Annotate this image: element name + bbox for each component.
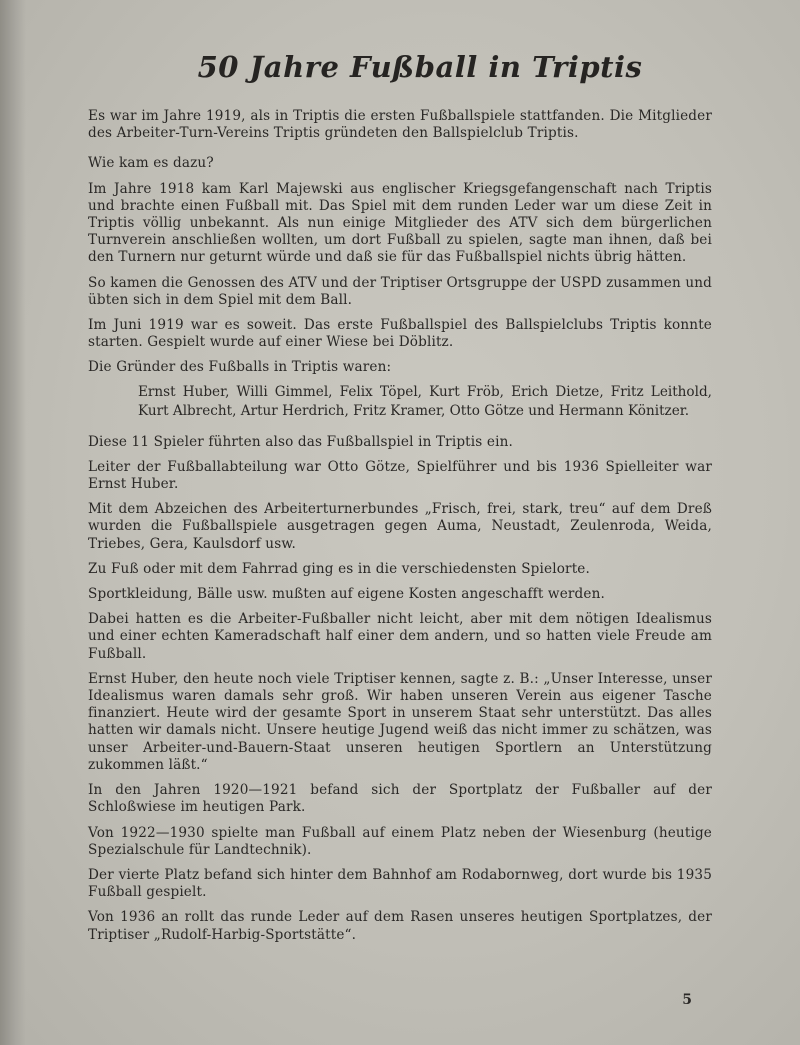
paragraph-question: Wie kam es dazu? xyxy=(88,155,214,172)
paragraph-idealism: Dabei hatten es die Arbeiter-Fußballer nicht leicht, aber mit dem nötigen Idealismus und einer echten Kameradschaft half einer dem andern, und so hatten viele Freude am Fußball. xyxy=(88,611,712,662)
paragraph-first-match: Im Juni 1919 war es soweit. Das erste Fußballspiel des Ballspielclubs Triptis konnte starten. Gespielt wurde auf einer Wiese bei Döblitz. xyxy=(88,317,712,351)
paragraph-field-fourth: Der vierte Platz befand sich hinter dem Bahnhof am Rodabornweg, dort wurde bis 1935 Fußball gespielt. xyxy=(88,866,712,901)
paragraph-origin: Im Jahre 1918 kam Karl Majewski aus englischer Kriegsgefangenschaft nach Triptis und brachte einen Fußball mit. Das Spiel mit dem runden Leder war um diese Zeit in Triptis völlig unbekannt. Als nun einige Mitglieder des ATV sich dem bürgerlichen Turnverein anschließen wollten, um dort Fußball zu spielen, sagte man ihnen, daß bei den Turnern nur geturnt würde und daß sie für das Fußballspiel nichts übrig hätten. xyxy=(88,180,712,266)
paragraph-eleven-players: Diese 11 Spieler führten also das Fußballspiel in Triptis ein. xyxy=(88,433,513,450)
paragraph-field-1920: In den Jahren 1920—1921 befand sich der Sportplatz der Fußballer auf der Schloßwiese im heutigen Park. xyxy=(88,782,712,816)
paragraph-intro: Es war im Jahre 1919, als in Triptis die ersten Fußballspiele stattfanden. Die Mitglieder des Arbeiter-Turn-Vereins Triptis gründeten den Ballspielclub Triptis. xyxy=(88,108,712,142)
paragraph-field-1922: Von 1922—1930 spielte man Fußball auf einem Platz neben der Wiesenburg (heutige Spezialschule für Landtechnik). xyxy=(88,824,712,858)
paragraph-quote-huber: Ernst Huber, den heute noch viele Triptiser kennen, sagte z. B.: „Unser Interesse, unser Idealismus waren damals sehr groß. Wir haben unseren Verein aus eigener Tasche finanziert. Heute wird der gesamte Sport in unserem Staat sehr unterstützt. Das alles hatten wir damals nicht. Unsere heutige Jugend weiß das nicht immer zu schätzen, was unser Arbeiter-und-Bauern-Staat unseren heutigen Sportlern an Unterstützung zukommen läßt.“ xyxy=(88,670,712,773)
paragraph-equipment: Sportkleidung, Bälle usw. mußten auf eigene Kosten angeschafft werden. xyxy=(88,586,605,603)
paragraph-travel: Zu Fuß oder mit dem Fahrrad ging es in die verschiedensten Spielorte. xyxy=(88,560,590,577)
page-number: 5 xyxy=(682,992,692,1008)
paragraph-founders-intro: Die Gründer des Fußballs in Triptis waren: xyxy=(88,359,392,376)
paragraph-opponents: Mit dem Abzeichen des Arbeiterturnerbundes „Frisch, frei, stark, treu“ auf dem Dreß wurden die Fußballspiele ausgetragen gegen Auma, Neustadt, Zeulenroda, Weida, Triebes, Gera, Kaulsdorf usw. xyxy=(88,501,712,552)
page-title: 50 Jahre Fußball in Triptis xyxy=(197,50,643,84)
book-spine-shadow xyxy=(0,0,26,1045)
paragraph-leadership: Leiter der Fußballabteilung war Otto Götze, Spielführer und bis 1936 Spielleiter war Ernst Huber. xyxy=(88,458,712,493)
founders-list: Ernst Huber, Willi Gimmel, Felix Töpel, Kurt Fröb, Erich Dietze, Fritz Leithold, Kurt Albrecht, Artur Herdrich, Fritz Kramer, Otto Götze und Hermann Könitzer. xyxy=(138,383,712,420)
paragraph-comrades: So kamen die Genossen des ATV und der Triptiser Ortsgruppe der USPD zusammen und übten sich in dem Spiel mit dem Ball. xyxy=(88,274,712,308)
paragraph-field-1936: Von 1936 an rollt das runde Leder auf dem Rasen unseres heutigen Sportplatzes, der Triptiser „Rudolf-Harbig-Sportstätte“. xyxy=(88,909,712,943)
